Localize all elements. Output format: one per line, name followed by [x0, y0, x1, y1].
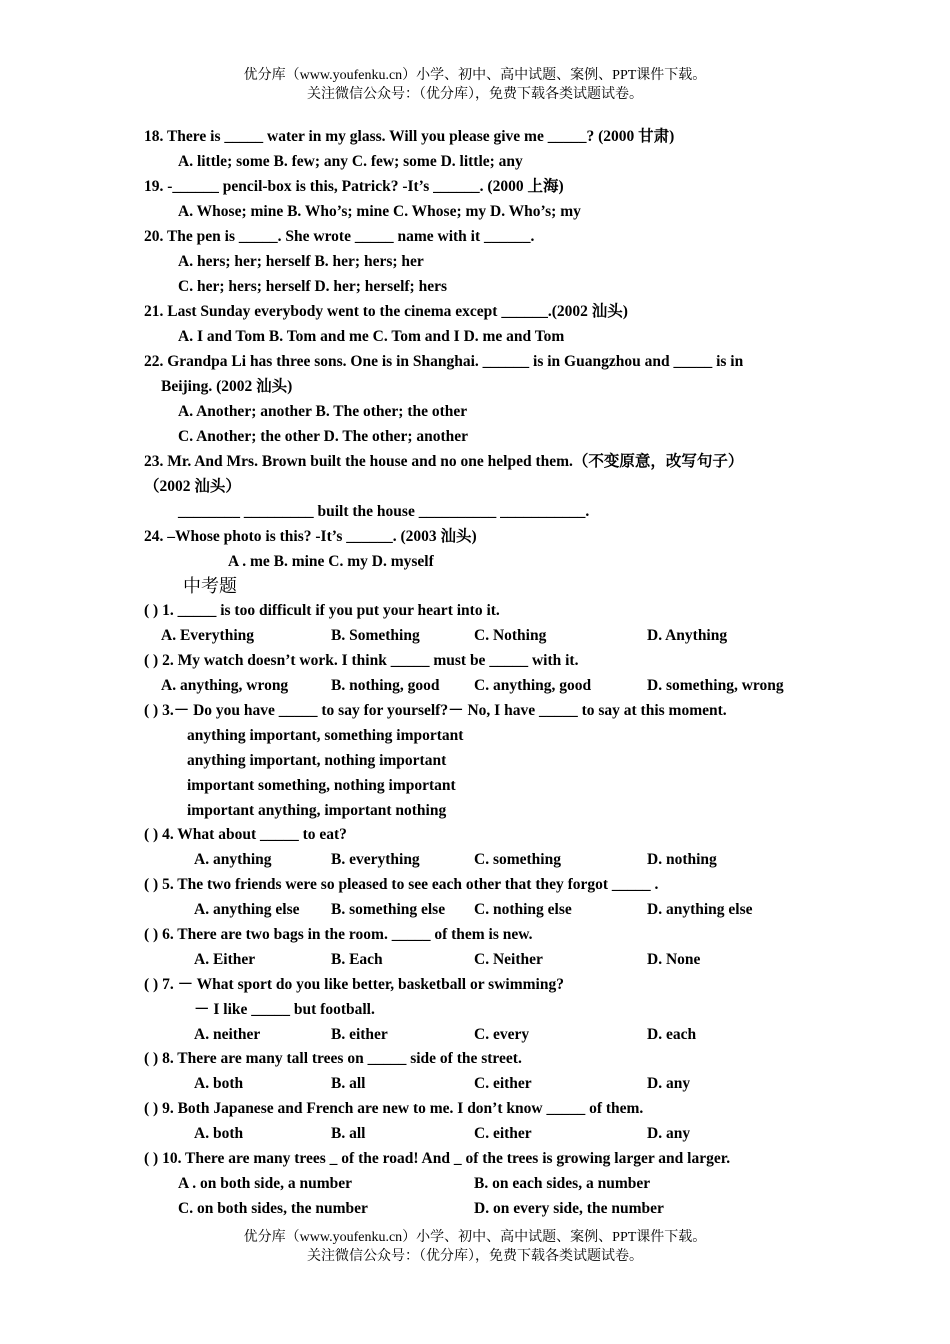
zk-q5-stem: ( ) 5. The two friends were so pleased to see each other that they forgot _____ . — [144, 876, 659, 893]
zk-q1-option-c: C. Nothing — [474, 627, 547, 644]
q19-stem: 19. -______ pencil-box is this, Patrick? -It’s ______. (2000 上海) — [144, 178, 564, 195]
zk-q10-option-c: C. on both sides, the number — [178, 1200, 368, 1217]
zk-q4-option-a: A. anything — [194, 851, 272, 868]
zk-q10-stem: ( ) 10. There are many trees _ of the road! And _ of the trees is growing larger and larger. — [144, 1150, 731, 1167]
zk-q2-option-c: C. anything, good — [474, 677, 592, 694]
zk-q3-option-c: important something, nothing important — [187, 777, 456, 794]
zk-q7-stem: ( ) 7. － What sport do you like better, basketball or swimming? — [144, 976, 564, 993]
zk-q1-option-a: A. Everything — [161, 627, 254, 644]
zk-q9-option-a: A. both — [194, 1125, 244, 1142]
q24-options: A . me B. mine C. my D. myself — [228, 553, 434, 570]
q20-stem: 20. The pen is _____. She wrote _____ name with it ______. — [144, 228, 535, 245]
section-title: 中考题 — [183, 576, 237, 597]
zk-q3-stem: ( ) 3.－ Do you have _____ to say for yourself?－ No, I have _____ to say at this moment. — [144, 702, 727, 719]
zk-q7-option-b: B. either — [331, 1026, 388, 1043]
zk-q7-option-c: C. every — [474, 1026, 530, 1043]
footer-line-1: 优分库（www.youfenku.cn）小学、初中、高中试题、案例、PPT课件下载。 — [243, 1230, 707, 1245]
q22-options-2: C. Another; the other D. The other; another — [178, 428, 469, 445]
q24-stem: 24. –Whose photo is this? -It’s ______. (2003 汕头) — [144, 528, 477, 545]
zk-q5-option-b: B. something else — [331, 901, 446, 918]
zk-q4-option-d: D. nothing — [647, 851, 717, 868]
zk-q9-option-c: C. either — [474, 1125, 532, 1142]
q19-options: A. Whose; mine B. Who’s; mine C. Whose; my D. Who’s; my — [178, 203, 581, 220]
zk-q6-option-a: A. Either — [194, 951, 256, 968]
zk-q5-option-c: C. nothing else — [474, 901, 572, 918]
zk-q9-stem: ( ) 9. Both Japanese and French are new to me. I don’t know _____ of them. — [144, 1100, 644, 1117]
zk-q8-option-d: D. any — [647, 1075, 691, 1092]
zk-q3-option-b: anything important, nothing important — [187, 752, 447, 769]
zk-q6-option-b: B. Each — [331, 951, 383, 968]
zk-q2-option-b: B. nothing, good — [331, 677, 440, 694]
q18-stem: 18. There is _____ water in my glass. Will you please give me _____? (2000 甘肃) — [144, 128, 675, 145]
q22-options-1: A. Another; another B. The other; the other — [178, 403, 468, 420]
q22-stem: 22. Grandpa Li has three sons. One is in Shanghai. ______ is in Guangzhou and _____ is in — [144, 353, 744, 370]
q23-answer-blank: ________ _________ built the house __________ ___________. — [178, 503, 590, 520]
q21-options: A. I and Tom B. Tom and me C. Tom and I D. me and Tom — [178, 328, 565, 345]
zk-q7-stem-2: － I like _____ but football. — [194, 1001, 375, 1018]
header-line-2: 关注微信公众号：（优分库），免费下载各类试题试卷。 — [307, 87, 643, 102]
q23-stem: 23. Mr. And Mrs. Brown built the house and no one helped them.（不变原意，改写句子） — [144, 453, 744, 470]
zk-q4-option-b: B. everything — [331, 851, 420, 868]
q22-stem-2: Beijing. (2002 汕头) — [161, 378, 293, 395]
q21-stem: 21. Last Sunday everybody went to the cinema except ______.(2002 汕头) — [144, 303, 628, 320]
zk-q8-option-a: A. both — [194, 1075, 244, 1092]
zk-q4-stem: ( ) 4. What about _____ to eat? — [144, 826, 347, 843]
zk-q1-option-b: B. Something — [331, 627, 420, 644]
zk-q3-option-d: important anything, important nothing — [187, 802, 447, 819]
zk-q6-option-d: D. None — [647, 951, 701, 968]
zk-q1-option-d: D. Anything — [647, 627, 728, 644]
zk-q10-option-d: D. on every side, the number — [474, 1200, 664, 1217]
q20-options-1: A. hers; her; herself B. her; hers; her — [178, 253, 424, 270]
q20-options-2: C. her; hers; herself D. her; herself; hers — [178, 278, 448, 295]
zk-q8-option-b: B. all — [331, 1075, 366, 1092]
zk-q8-option-c: C. either — [474, 1075, 532, 1092]
zk-q8-stem: ( ) 8. There are many tall trees on _____ side of the street. — [144, 1050, 522, 1067]
zk-q5-option-d: D. anything else — [647, 901, 753, 918]
zk-q4-option-c: C. something — [474, 851, 561, 868]
header-line-1: 优分库（www.youfenku.cn）小学、初中、高中试题、案例、PPT课件下载。 — [243, 68, 707, 83]
zk-q10-option-a: A . on both side, a number — [178, 1175, 352, 1192]
zk-q2-stem: ( ) 2. My watch doesn’t work. I think _____ must be _____ with it. — [144, 652, 579, 669]
zk-q1-stem: ( ) 1. _____ is too difficult if you put your heart into it. — [144, 602, 500, 619]
zk-q6-stem: ( ) 6. There are two bags in the room. _____ of them is new. — [144, 926, 533, 943]
q23-stem-2: （2002 汕头） — [144, 478, 241, 495]
zk-q10-option-b: B. on each sides, a number — [474, 1175, 651, 1192]
zk-q5-option-a: A. anything else — [194, 901, 300, 918]
zk-q7-option-a: A. neither — [194, 1026, 261, 1043]
zk-q7-option-d: D. each — [647, 1026, 697, 1043]
zk-q9-option-d: D. any — [647, 1125, 691, 1142]
zk-q6-option-c: C. Neither — [474, 951, 543, 968]
zk-q2-option-d: D. something, wrong — [647, 677, 784, 694]
zk-q2-option-a: A. anything, wrong — [161, 677, 289, 694]
q18-options: A. little; some B. few; any C. few; some D. little; any — [178, 153, 523, 170]
zk-q3-option-a: anything important, something important — [187, 727, 464, 744]
zk-q9-option-b: B. all — [331, 1125, 366, 1142]
footer-line-2: 关注微信公众号：（优分库），免费下载各类试题试卷。 — [307, 1249, 643, 1264]
